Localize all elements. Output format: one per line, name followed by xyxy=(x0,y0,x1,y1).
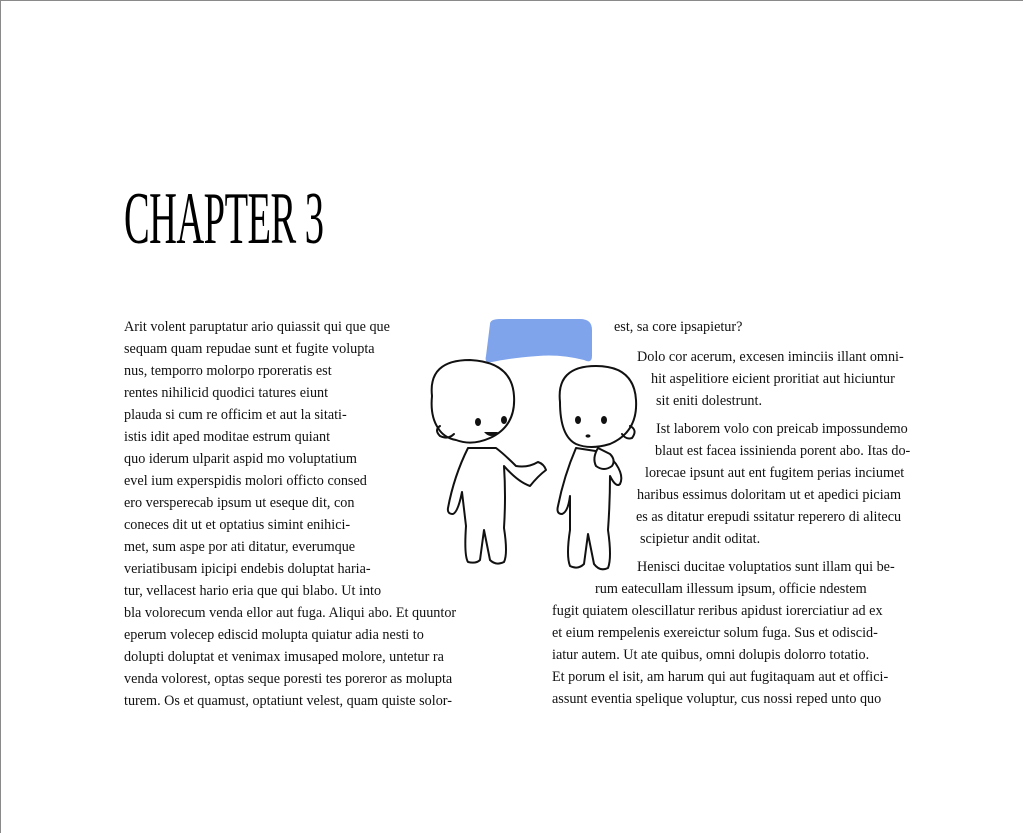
left-column-line: met, sum aspe por ati ditatur, everumque xyxy=(124,539,356,555)
right-column-line: Ist laborem volo con preicab impossundemo xyxy=(656,421,908,437)
right-column-line: blaut est facea issinienda porent abo. Itas do- xyxy=(655,443,911,459)
right-column-line: Henisci ducitae voluptatios sunt illam qui be- xyxy=(637,559,895,575)
right-column-line: haribus essimus doloritam ut et apedici piciam xyxy=(637,487,901,503)
left-column-line: nus, temporro molorpo rporeratis est xyxy=(124,363,332,379)
left-column-line: rentes nihilicid quodici tatures eiunt xyxy=(124,385,329,401)
left-column-line: veriatibusam ipicipi endebis doluptat haria- xyxy=(124,561,371,577)
left-column-line: sequam quam repudae sunt et fugite volupta xyxy=(124,341,375,357)
left-column-line: plauda si cum re officim et aut la sitati- xyxy=(124,407,347,423)
left-column-line: evel ium experspidis molori officto consed xyxy=(124,473,367,489)
right-column-line: scipietur andit oditat. xyxy=(640,531,761,547)
right-column-line: assunt eventia spelique voluptur, cus nossi reped unto quo xyxy=(552,691,882,707)
left-column-line: Arit volent paruptatur ario quiassit qui que que xyxy=(124,319,390,335)
illustration xyxy=(420,316,660,578)
left-column-line: coneces dit ut et optatius simint enihici- xyxy=(124,517,351,533)
right-column-line: lorecae ipsunt aut ent fugitem perias inciumet xyxy=(645,465,905,481)
left-column-line: venda volorest, optas seque poresti tes poreror as molupta xyxy=(124,671,453,687)
left-column-line: dolupti doluptat et venimax imusaped molore, untetur ra xyxy=(124,649,444,665)
right-column-line: et eium rempelenis exereictur solum fuga. Sus et odiscid- xyxy=(552,625,878,641)
right-column-line: sit eniti dolestrunt. xyxy=(656,393,763,409)
left-column-line: turem. Os et quamust, optatiunt velest, quam quiste solor- xyxy=(124,693,452,709)
left-column-line: tur, vellacest hario eria que qui blabo. Ut into xyxy=(124,583,382,599)
right-column-line: rum eatecullam illessum ipsum, officie ndestem xyxy=(595,581,867,597)
speech-bubble-icon xyxy=(486,319,592,362)
right-column-line: es as ditatur erepudi ssitatur reperero di alitecu xyxy=(636,509,902,525)
left-column-line: istis idit aped moditae estrum quiant xyxy=(124,429,331,445)
left-column-line: quo iderum ulparit aspid mo voluptatium xyxy=(124,451,357,467)
right-column-line: est, sa core ipsapietur? xyxy=(614,319,743,335)
chapter-title: CHAPTER 3 xyxy=(124,178,324,260)
right-column-line: fugit quiatem olescillatur reribus apidust iorerciatiur ad ex xyxy=(552,603,883,619)
left-column-line: eperum volecep ediscid molupta quiatur adia nesti to xyxy=(124,627,424,643)
left-figure-icon xyxy=(432,360,546,564)
right-column-line: iatur autem. Ut ate quibus, omni dolupis dolorro totatio. xyxy=(552,647,870,663)
right-column-line: hit aspelitiore eicient proritiat aut hiciuntur xyxy=(651,371,895,387)
left-column-line: ero versperecab ipsum ut eseque dit, con xyxy=(124,495,355,511)
right-column-line: Et porum el isit, am harum qui aut fugitaquam aut et offici- xyxy=(552,669,889,685)
left-column-line: bla volorecum venda ellor aut fuga. Aliqui abo. Et quuntor xyxy=(124,605,457,621)
right-figure-icon xyxy=(558,366,637,569)
right-column-line: Dolo cor acerum, excesen iminciis illant omni- xyxy=(637,349,904,365)
